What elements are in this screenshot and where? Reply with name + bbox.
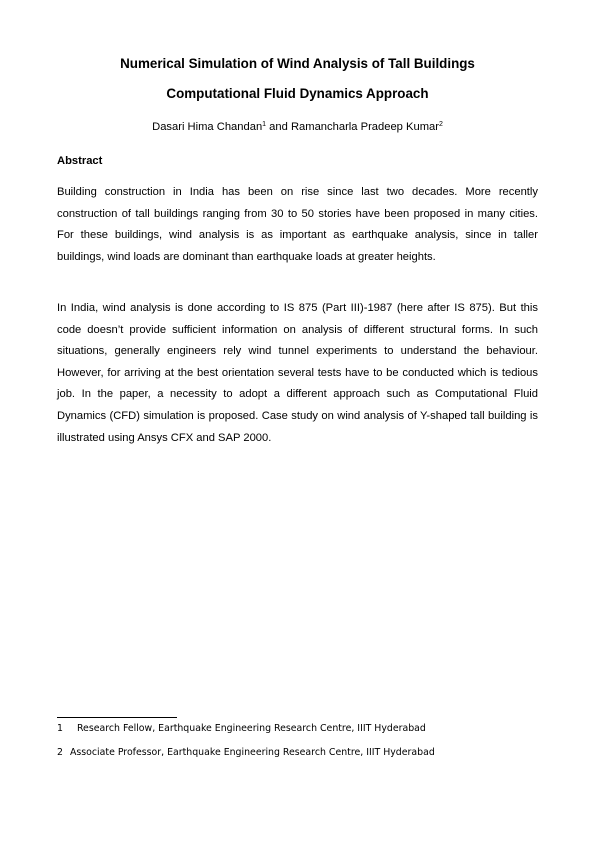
abstract-paragraph-2: In India, wind analysis is done according to IS 875 (Part III)-1987 (here after IS 875). But this code doesn’t provide sufficient information on analysis of different structural forms. In such situations, generally engineers rely wind tunnel experiments to understand the behaviour. However, for arriving at the best orientation several tests have to be conducted which is tedious job. In the paper, a necessity to adopt a different approach such as Computational Fluid Dynamics (CFD) simulation is proposed. Case study on wind analysis of Y-shaped tall building is illustrated using Ansys CFX and SAP 2000. [57,302,538,444]
author-conjunction: and [266,121,291,133]
author-1-footnote-marker: 1 [262,121,267,128]
author-2-footnote-marker: 2 [438,121,443,128]
footnote-separator [57,717,177,718]
author-1-name: Dasari Hima Chandan [152,121,263,133]
paper-title-line-2: Computational Fluid Dynamics Approach [166,86,429,101]
author-2-name: Ramancharla Pradeep Kumar [290,121,439,133]
footnote-1 [57,723,538,734]
footnote-2-number: 2 [57,747,63,758]
author-line [0,121,595,133]
abstract-heading: Abstract [57,155,103,167]
footnote-2-text: Associate Professor, Earthquake Engineering Research Centre, IIIT Hyderabad [69,747,435,758]
footnote-1-number: 1 [57,723,63,734]
footnote-2 [57,747,538,758]
paper-title-line-1: Numerical Simulation of Wind Analysis of Tall Buildings [120,56,475,71]
abstract-paragraph-1: Building construction in India has been on rise since last two decades. More recently construction of tall buildings ranging from 30 to 50 stories have been proposed in many cities. For these buildings, wind analysis is as important as earthquake analysis, since in taller buildings, wind loads are dominant than earthquake loads at greater heights. [57,186,538,263]
footnote-1-text: Research Fellow, Earthquake Engineering Research Centre, IIIT Hyderabad [76,723,426,734]
